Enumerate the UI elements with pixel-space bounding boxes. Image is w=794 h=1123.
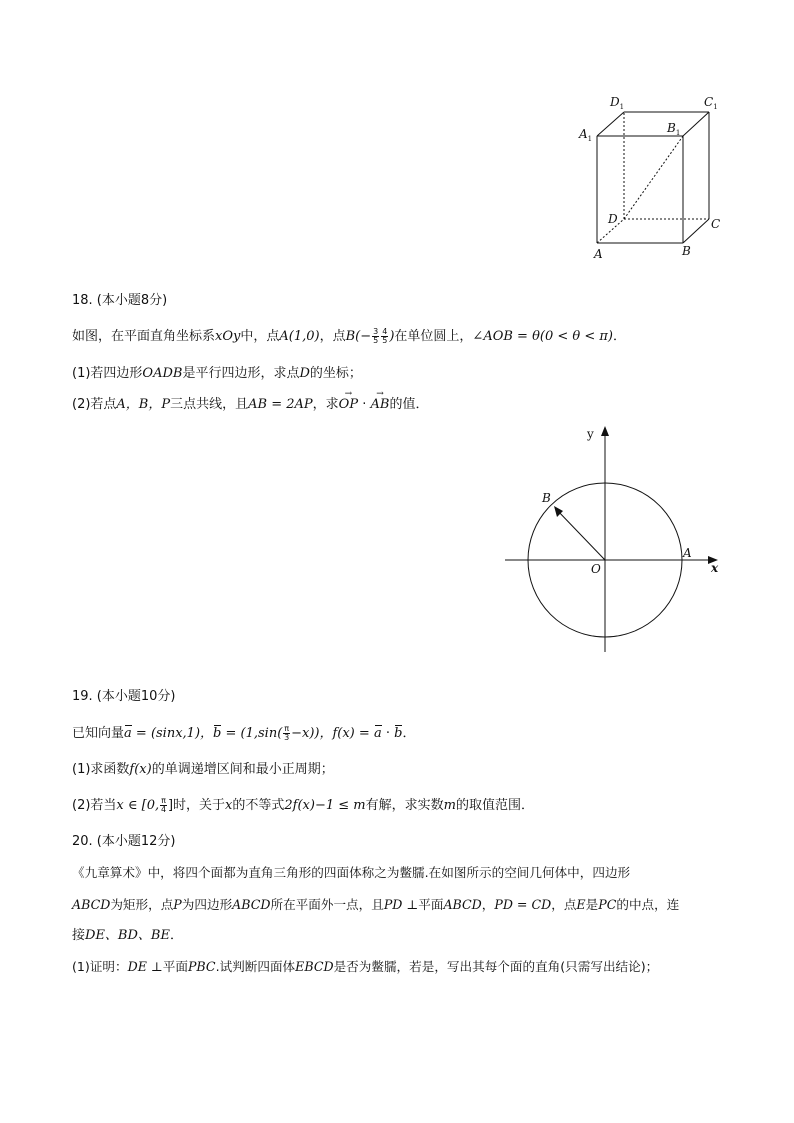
point-B-label: B bbox=[542, 491, 551, 505]
vector-AB: → AB bbox=[370, 396, 389, 414]
vector-b: b bbox=[213, 726, 222, 741]
vector-b: b bbox=[394, 726, 403, 741]
unit-circle-figure bbox=[500, 420, 730, 660]
y-axis-label: y bbox=[587, 427, 594, 441]
fraction-3-5: $\frac{3}{5}$ bbox=[373, 327, 379, 345]
q20-line3: 接DE、BD、BE． bbox=[72, 928, 183, 943]
label-A1: $A_1$ bbox=[579, 127, 593, 143]
diagonal-D-B1 bbox=[624, 136, 683, 219]
edge-B-C bbox=[683, 219, 709, 243]
edge-A1-D1 bbox=[597, 112, 624, 136]
vector-OP: → OP bbox=[339, 396, 358, 414]
q18-part1: (1)若四边形OADB是平行四边形，求点D的坐标； bbox=[72, 366, 362, 381]
y-axis-arrow bbox=[601, 426, 609, 436]
label-B: B bbox=[682, 244, 691, 258]
edge-B1-C1 bbox=[683, 112, 709, 136]
fraction-pi-3: $\frac{\pi}{3}$ bbox=[284, 724, 290, 742]
q20-part1: (1)证明：DE ⊥平面PBC.试判断四面体EBCD是否为鳖臑，若是，写出其每个面的直角(只需写出结论)； bbox=[72, 959, 659, 974]
label-A: A bbox=[594, 247, 603, 261]
q18-intro: 如图，在平面直角坐标系xOy中，点A(1,0)，点B(− $\frac{3}{5}$ $\frac{4}{5}$ )在单位圆上，∠AOB = θ(0 < θ < π)． bbox=[72, 327, 627, 345]
q18-part2: (2)若点A，B，P三点共线，且AB = 2AP，求→ OP · → AB的值． bbox=[72, 396, 428, 414]
x-axis-label: x bbox=[711, 561, 719, 575]
label-D: D bbox=[608, 212, 618, 226]
segment-OB bbox=[556, 509, 605, 560]
cube-figure bbox=[570, 88, 730, 268]
label-C1: $C_1$ bbox=[704, 95, 718, 111]
label-D1: $D_1$ bbox=[610, 95, 625, 111]
point-A-label: A bbox=[683, 546, 692, 560]
q19-part1: (1)求函数f(x)的单调递增区间和最小正周期； bbox=[72, 762, 334, 777]
label-C: C bbox=[711, 217, 721, 231]
q20-line2: ABCD为矩形，点P为四边形ABCD所在平面外一点，且PD ⊥平面ABCD，PD = CD，点E是PC的中点，连 bbox=[72, 897, 680, 912]
q18-header: 18. (本小题8分) bbox=[72, 293, 168, 308]
origin-label: O bbox=[591, 562, 601, 576]
vector-a: a bbox=[124, 726, 132, 741]
vector-a: a bbox=[373, 726, 382, 741]
q19-header: 19. (本小题10分) bbox=[72, 689, 176, 704]
fraction-pi-4: $\frac{\pi}{4}$ bbox=[161, 796, 167, 814]
q19-part2: (2)若当x ∈ [0, $\frac{\pi}{4}$ ]时，关于x的不等式2f(x)−1 ≤ m有解，求实数m的取值范围． bbox=[72, 796, 534, 814]
q19-given: 已知向量a = (sinx,1)，b = (1,sin( $\frac{\pi}{3}$ −x))，f(x) = a · b． bbox=[72, 724, 416, 742]
label-B1: $B_1$ bbox=[667, 121, 681, 137]
q20-line1: 《九章算术》中，将四个面都为直角三角形的四面体称之为鳖臑.在如图所示的空间几何体中，四边形 bbox=[72, 865, 631, 880]
fraction-4-5: $\frac{4}{5}$ bbox=[382, 327, 388, 345]
q20-header: 20. (本小题12分) bbox=[72, 834, 176, 849]
